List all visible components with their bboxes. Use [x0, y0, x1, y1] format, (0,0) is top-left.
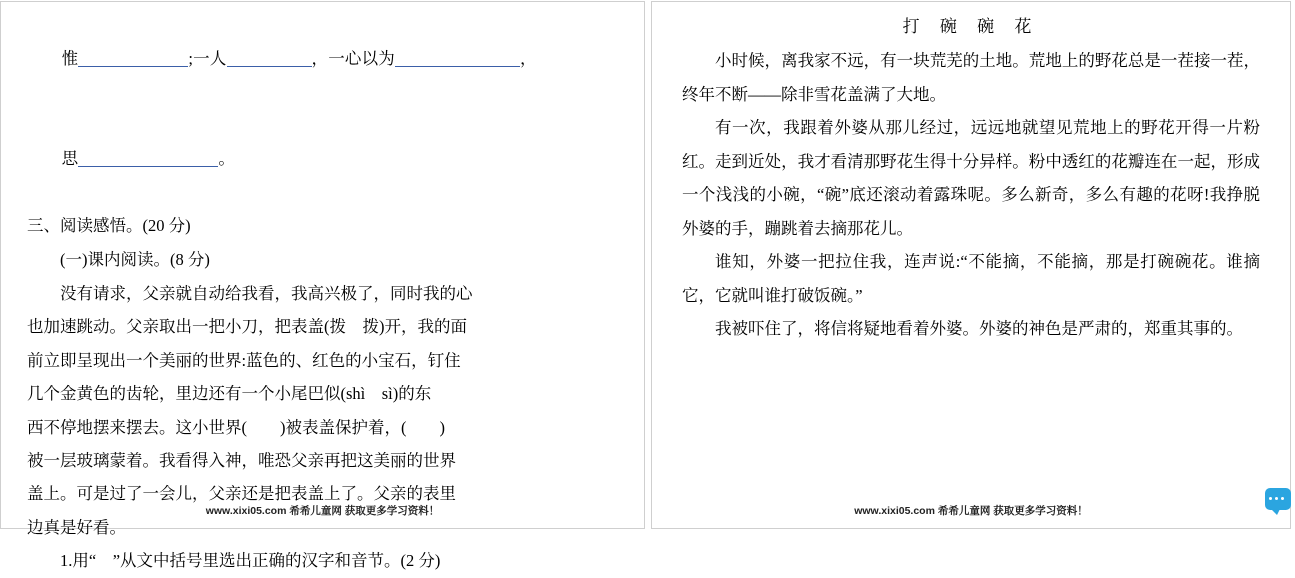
passage-line: 盖上。可是过了一会儿，父亲还是把表盖上了。父亲的表里 [27, 484, 456, 504]
answer-blank[interactable] [227, 50, 312, 67]
passage-line: 没有请求，父亲就自动给我看，我高兴极了，同时我的心 [60, 284, 473, 303]
page-left [0, 1, 645, 571]
answer-blank[interactable] [78, 150, 218, 167]
passage-paragraph: 谁知，外婆一把拉住我，连声说:“不能摘，不能摘，那是打碗碗花。谁摘它，它就叫谁打破饭碗。” [682, 252, 1260, 305]
passage-paragraph: 小时候，离我家不远，有一块荒芜的土地。荒地上的野花总是一茬接一茬，终年不断——除非雪花盖满了大地。 [682, 51, 1260, 104]
passage-line: 也加速跳动。父亲取出一把小刀，把表盖(拨 拨)开，我的面 [27, 317, 467, 337]
chat-bubble-dots [1269, 497, 1284, 500]
subsection-heading: (一)课内阅读。(8 分) [60, 250, 210, 269]
page-footer-left: www.xixi05.com 希希儿童网 获取更多学习资料！ [205, 505, 440, 517]
fill-in-suffix-1: ， [520, 48, 537, 68]
passage-line: 被一层玻璃蒙着。我看得入神，唯恐父亲再把这美丽的世界 [27, 451, 456, 471]
fill-in-prefix-2: 思 [61, 149, 79, 168]
question-item: 1.用“ ”从文中括号里选出正确的汉字和音节。(2 分) [60, 551, 441, 571]
fill-in-line-2 [27, 109, 618, 210]
passage-paragraph: 有一次，我跟着外婆从那儿经过，远远地就望见荒地上的野花开得一片粉红。走到近处，我才看清那野花生得十分异样。粉中透红的花瓣连在一起，形成一个浅浅的小碗，“碗”底还滚动着露珠呢。多么新奇，多么有趣的花呀!我挣脱外婆的手，蹦跳着去摘那花儿。 [682, 118, 1260, 238]
passage-title: 打 碗 碗 花 [902, 17, 1040, 36]
passage-line: 前立即呈现出一个美丽的世界:蓝色的、红色的小宝石，钉住 [27, 350, 461, 370]
page-right-content [652, 2, 1290, 346]
answer-blank[interactable] [78, 50, 188, 67]
answer-blank[interactable] [395, 50, 520, 67]
passage-line: 几个金黄色的齿轮，里边还有一个小尾巴似(shì sì)的东 [27, 384, 432, 404]
fill-in-prefix-1: 惟 [61, 48, 79, 68]
fill-in-line-1 [27, 2, 618, 109]
fill-in-suffix-2: 。 [218, 149, 236, 168]
fill-in-mid-2: ，一心以为 [311, 48, 395, 68]
section-heading: 三、阅读感悟。(20 分) [27, 216, 191, 235]
chat-bubble-icon[interactable] [1265, 488, 1291, 510]
passage-line: 边真是好看。 [27, 517, 126, 537]
passage-line: 西不停地摆来摆去。这小世界( )被表盖保护着，( ) [27, 417, 445, 437]
passage-paragraph: 我被吓住了，将信将疑地看着外婆。外婆的神色是严肃的，郑重其事的。 [715, 319, 1243, 338]
page-left-content [1, 2, 644, 578]
fill-in-mid-1: ;一人 [188, 48, 227, 68]
page-footer-right: www.xixi05.com 希希儿童网 获取更多学习资料！ [854, 505, 1088, 517]
page-right [651, 1, 1291, 529]
